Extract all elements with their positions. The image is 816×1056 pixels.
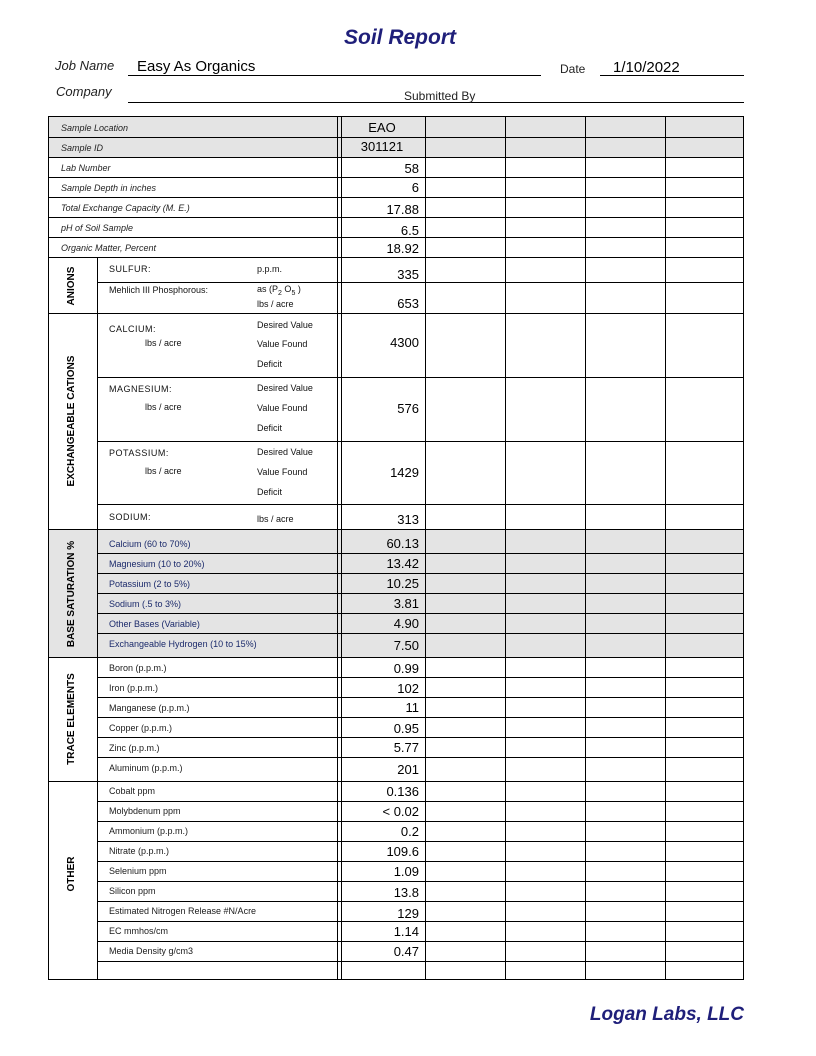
sulfur-unit: p.p.m.: [257, 264, 283, 274]
potassium-value: 1429: [390, 465, 419, 480]
iron-value: 102: [397, 681, 419, 696]
tec-value: 17.88: [386, 202, 419, 217]
bs-potassium-value: 10.25: [386, 576, 419, 591]
manganese-label: Manganese (p.p.m.): [109, 703, 190, 713]
magnesium-value: 576: [397, 401, 419, 416]
job-name-underline: [128, 75, 541, 76]
bs-sodium-label: Sodium (.5 to 3%): [109, 599, 182, 609]
section-other: OTHER: [66, 856, 77, 892]
phosphorous-unit: as ($P_2$ $O_5$ ): [257, 284, 301, 297]
bs-other-bases-label: Other Bases (Variable): [109, 619, 200, 629]
selenium-value: 1.09: [393, 864, 419, 879]
ec-value: 1.14: [393, 924, 419, 939]
sodium-value: 313: [397, 512, 419, 527]
report-title: Soil Report: [343, 26, 456, 49]
potassium-deficit-label: Deficit: [257, 487, 283, 497]
calcium-found-label: Value Found: [257, 339, 308, 349]
bs-magnesium-label: Magnesium (10 to 20%): [109, 559, 205, 569]
soil-report-table: [48, 116, 744, 980]
calcium-unit: lbs / acre: [145, 338, 182, 348]
nitrogen-release-value: 129: [397, 906, 419, 921]
aluminum-label: Aluminum (p.p.m.): [109, 763, 183, 773]
lab-number-value: 58: [404, 161, 419, 176]
iron-label: Iron (p.p.m.): [109, 683, 159, 693]
boron-value: 0.99: [393, 661, 419, 676]
zinc-label: Zinc (p.p.m.): [109, 743, 160, 753]
calcium-label: CALCIUM:: [109, 324, 157, 334]
zinc-value: 5.77: [393, 740, 419, 755]
bs-magnesium-value: 13.42: [386, 556, 419, 571]
media-density-label: Media Density g/cm3: [109, 946, 194, 956]
sulfur-value: 335: [397, 267, 419, 282]
nitrogen-release-label: Estimated Nitrogen Release #N/Acre: [109, 906, 257, 916]
bs-hydrogen-label: Exchangeable Hydrogen (10 to 15%): [109, 639, 257, 649]
ph-value: 6.5: [400, 223, 419, 238]
bs-potassium-label: Potassium (2 to 5%): [109, 579, 191, 589]
date-underline: [600, 75, 744, 76]
magnesium-unit: lbs / acre: [145, 402, 182, 412]
magnesium-deficit-label: Deficit: [257, 423, 283, 433]
molybdenum-label: Molybdenum ppm: [109, 806, 181, 816]
tec-label: Total Exchange Capacity (M. E.): [61, 203, 190, 213]
phosphorous-value: 653: [397, 296, 419, 311]
selenium-label: Selenium ppm: [109, 866, 167, 876]
lab-number-label: Lab Number: [61, 163, 111, 173]
section-trace-elements: TRACE ELEMENTS: [66, 673, 77, 765]
aluminum-value: 201: [397, 762, 419, 777]
sample-id-value: 301121: [360, 139, 404, 154]
date-value: 1/10/2022: [613, 59, 680, 76]
sulfur-label: SULFUR:: [109, 264, 152, 274]
bs-sodium-value: 3.81: [393, 596, 419, 611]
phosphorous-unit2: lbs / acre: [257, 299, 294, 309]
silicon-label: Silicon ppm: [109, 886, 156, 896]
submitted-by-label: Submitted By: [404, 89, 476, 103]
magnesium-desired-label: Desired Value: [257, 383, 313, 393]
bs-other-bases-value: 4.90: [393, 616, 419, 631]
sample-location-value: EAO: [368, 120, 396, 135]
bs-hydrogen-value: 7.50: [393, 638, 419, 653]
sample-id-label: Sample ID: [61, 143, 104, 153]
potassium-label: POTASSIUM:: [109, 448, 169, 458]
section-exchangeable-cations: EXCHANGEABLE CATIONS: [66, 355, 77, 487]
potassium-unit: lbs / acre: [145, 466, 182, 476]
cobalt-value: 0.136: [386, 784, 419, 799]
organic-matter-label: Organic Matter, Percent: [61, 243, 157, 253]
magnesium-label: MAGNESIUM:: [109, 384, 173, 394]
sodium-label: SODIUM:: [109, 512, 152, 522]
calcium-value: 4300: [390, 335, 419, 350]
potassium-desired-label: Desired Value: [257, 447, 313, 457]
calcium-desired-label: Desired Value: [257, 320, 313, 330]
copper-label: Copper (p.p.m.): [109, 723, 173, 733]
silicon-value: 13.8: [393, 885, 419, 900]
phosphorous-label: Mehlich III Phosphorous:: [109, 285, 209, 295]
date-label: Date: [560, 62, 586, 76]
section-base-saturation: BASE SATURATION %: [66, 540, 77, 648]
bs-calcium-value: 60.13: [386, 536, 419, 551]
media-density-value: 0.47: [393, 944, 419, 959]
nitrate-value: 109.6: [386, 844, 419, 859]
sodium-unit: lbs / acre: [257, 514, 294, 524]
potassium-found-label: Value Found: [257, 467, 308, 477]
nitrate-label: Nitrate (p.p.m.): [109, 846, 170, 856]
ph-label: pH of Soil Sample: [61, 223, 134, 233]
sample-depth-label: Sample Depth in inches: [61, 183, 157, 193]
manganese-value: 11: [405, 700, 419, 715]
job-name-label: Job Name: [55, 58, 115, 73]
organic-matter-value: 18.92: [386, 241, 419, 256]
copper-value: 0.95: [393, 721, 419, 736]
sample-depth-value: 6: [411, 180, 419, 195]
sample-location-label: Sample Location: [61, 123, 129, 133]
ammonium-value: 0.2: [400, 824, 419, 839]
cobalt-label: Cobalt ppm: [109, 786, 156, 796]
section-anions: ANIONS: [66, 266, 77, 306]
molybdenum-value: < 0.02: [382, 804, 419, 819]
lab-name-footer: Logan Labs, LLC: [589, 1004, 744, 1025]
magnesium-found-label: Value Found: [257, 403, 308, 413]
ec-label: EC mmhos/cm: [109, 926, 169, 936]
boron-label: Boron (p.p.m.): [109, 663, 167, 673]
job-name-value: Easy As Organics: [137, 58, 256, 75]
calcium-deficit-label: Deficit: [257, 359, 283, 369]
company-label: Company: [56, 84, 112, 99]
ammonium-label: Ammonium (p.p.m.): [109, 826, 189, 836]
bs-calcium-label: Calcium (60 to 70%): [109, 539, 191, 549]
